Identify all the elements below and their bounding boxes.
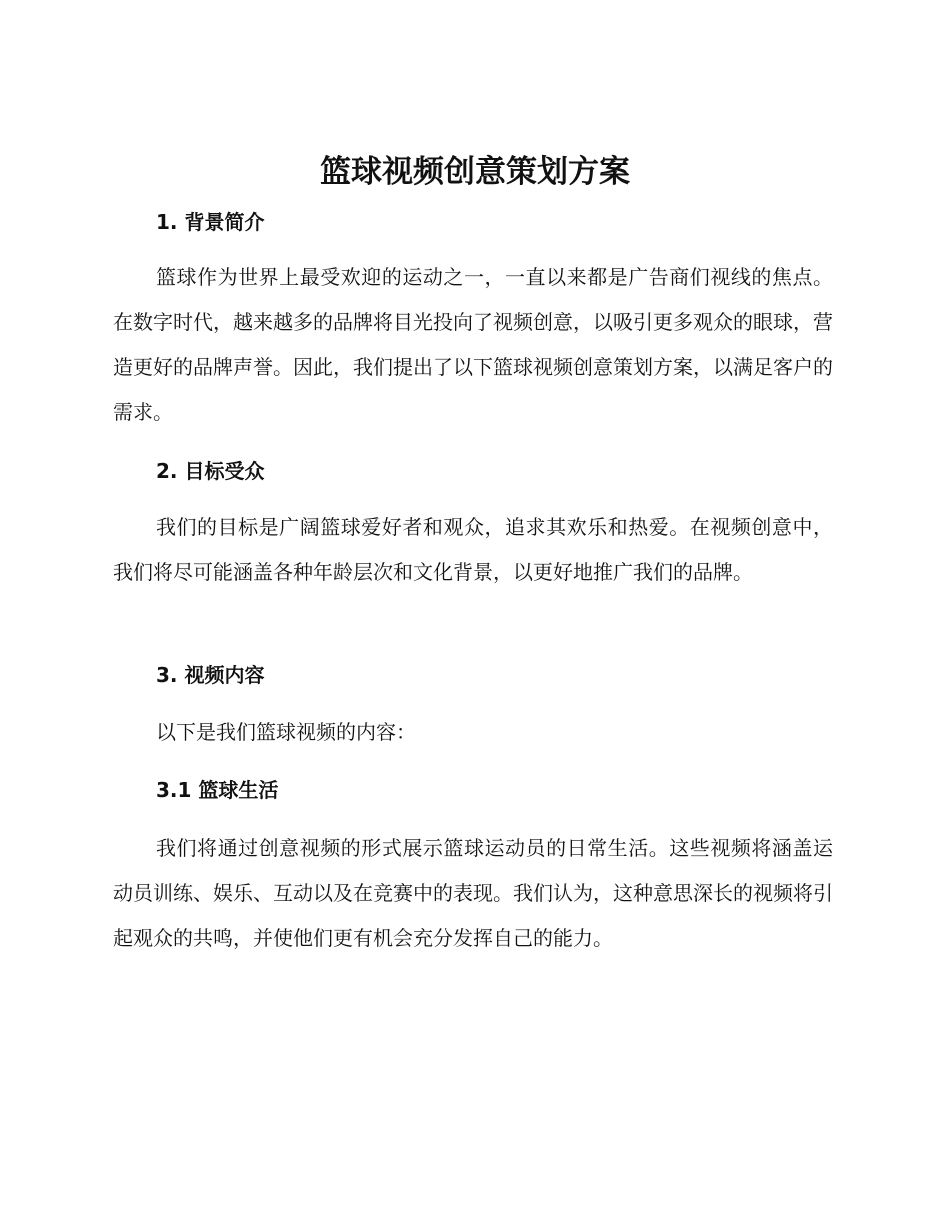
section-heading-audience: 2. 目标受众 [156, 459, 265, 483]
section-paragraph-content: 以下是我们篮球视频的内容： [156, 720, 416, 744]
section-heading-background: 1. 背景简介 [156, 210, 265, 234]
section-paragraph-background: 篮球作为世界上最受欢迎的运动之一，一直以来都是广告商们视线的焦点。在数字时代，越来越多的品牌将目光投向了视频创意，以吸引更多观众的眼球，营造更好的品牌声誉。因此，我们提出了以下篮球视频创意策划方案，以满足客户的需求。 [113, 265, 833, 424]
section-heading-content: 3. 视频内容 [156, 663, 265, 687]
section-paragraph-basketball-life: 我们将通过创意视频的形式展示篮球运动员的日常生活。这些视频将涵盖运动员训练、娱乐、互动以及在竞赛中的表现。我们认为，这种意思深长的视频将引起观众的共鸣，并使他们更有机会充分发挥自己的能力。 [113, 836, 833, 950]
section-heading-basketball-life: 3.1 篮球生活 [156, 778, 279, 802]
section-paragraph-audience: 我们的目标是广阔篮球爱好者和观众，追求其欢乐和热爱。在视频创意中，我们将尽可能涵盖各种年龄层次和文化背景，以更好地推广我们的品牌。 [113, 515, 833, 584]
document-title: 篮球视频创意策划方案 [320, 154, 630, 190]
